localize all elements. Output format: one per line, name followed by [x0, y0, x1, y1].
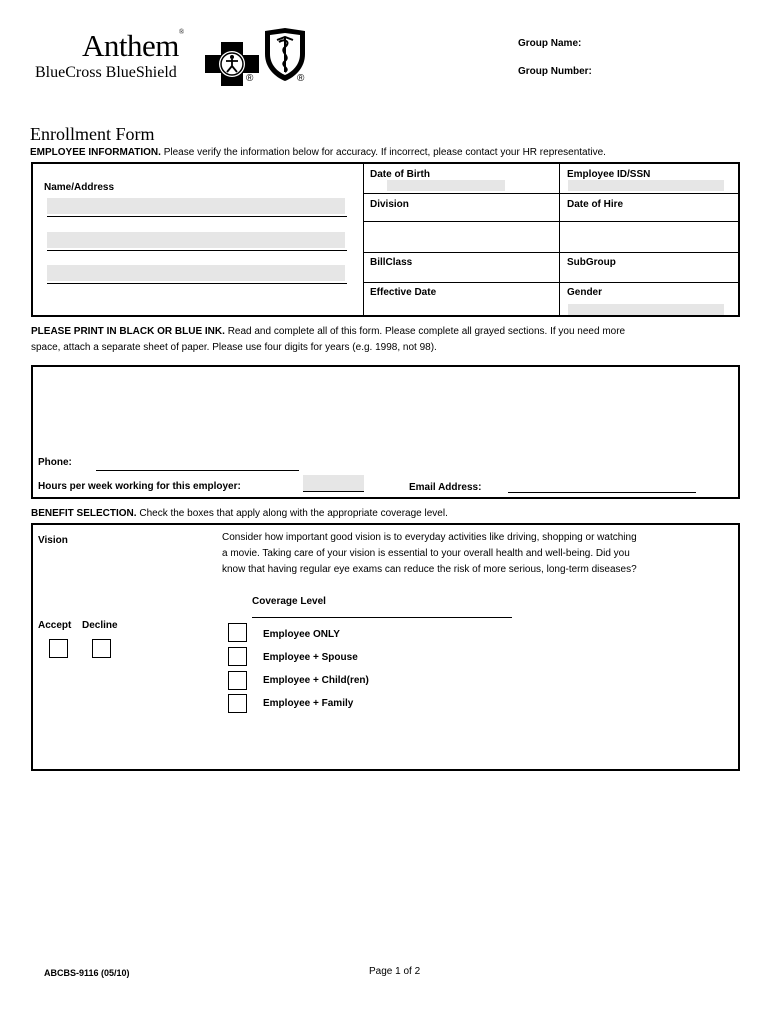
- decline-label: Decline: [82, 620, 118, 631]
- benefit-box: [31, 523, 740, 771]
- decline-checkbox[interactable]: [92, 639, 111, 658]
- name-address-field-3[interactable]: [47, 265, 345, 281]
- hours-label: Hours per week working for this employer:: [38, 481, 241, 492]
- employee-info-box: [31, 162, 740, 317]
- billclass-label: BillClass: [370, 257, 413, 268]
- employee-family-checkbox[interactable]: [228, 694, 247, 713]
- accept-label: Accept: [38, 620, 72, 631]
- page-number: Page 1 of 2: [369, 966, 421, 977]
- date-of-birth-field[interactable]: [387, 180, 505, 191]
- benefit-selection-instruction: BENEFIT SELECTION. Check the boxes that apply along with the appropriate coverage level.: [31, 508, 448, 519]
- print-notice-line2: space, attach a separate sheet of paper. Please use four digits for years (e.g. 1998, not 98).: [31, 342, 437, 353]
- group-number-label: Group Number:: [518, 66, 592, 77]
- group-name-label: Group Name:: [518, 38, 582, 49]
- employee-spouse-label: Employee + Spouse: [263, 652, 358, 663]
- employee-spouse-checkbox[interactable]: [228, 647, 247, 666]
- gender-field[interactable]: [568, 304, 724, 315]
- gender-label: Gender: [567, 287, 603, 298]
- employee-family-label: Employee + Family: [263, 698, 354, 709]
- employee-id-label: Employee ID/SSN: [567, 169, 651, 180]
- name-address-label: Name/Address: [44, 182, 115, 193]
- hours-field[interactable]: [303, 475, 364, 492]
- contact-box: [31, 365, 740, 499]
- anthem-logo-text: Anthem®: [82, 28, 184, 63]
- form-title: Enrollment Form: [30, 124, 155, 144]
- date-of-birth-label: Date of Birth: [370, 169, 430, 180]
- coverage-level-label: Coverage Level: [252, 596, 326, 607]
- phone-label: Phone:: [38, 457, 72, 468]
- name-address-field-1[interactable]: [47, 198, 345, 214]
- effective-date-label: Effective Date: [370, 287, 437, 298]
- form-code: ABCBS-9116 (05/10): [44, 968, 130, 978]
- accept-checkbox[interactable]: [49, 639, 68, 658]
- email-label: Email Address:: [409, 482, 482, 493]
- employee-children-label: Employee + Child(ren): [263, 675, 369, 686]
- subgroup-label: SubGroup: [567, 257, 616, 268]
- division-label: Division: [370, 199, 409, 210]
- email-field[interactable]: [508, 492, 696, 493]
- bcbs-logo-text: BlueCross BlueShield: [35, 64, 177, 81]
- employee-only-checkbox[interactable]: [228, 623, 247, 642]
- vision-description: Consider how important good vision is to everyday activities like driving, shopping or watching a movie. Taking care of your vision is essential to your overall health and well-being. Did you know that having regular eye exams can reduce the risk of more serious, long-term diseases?: [222, 532, 637, 575]
- phone-field[interactable]: [96, 470, 299, 471]
- employee-info-instruction: EMPLOYEE INFORMATION. Please verify the information below for accuracy. If incorrect, please contact your HR representative.: [30, 147, 606, 158]
- vision-label: Vision: [38, 535, 68, 546]
- print-notice: PLEASE PRINT IN BLACK OR BLUE INK. Read and complete all of this form. Please complete all grayed sections. If you need more: [31, 326, 626, 337]
- date-of-hire-label: Date of Hire: [567, 199, 624, 210]
- employee-children-checkbox[interactable]: [228, 671, 247, 690]
- employee-only-label: Employee ONLY: [263, 629, 340, 640]
- employee-id-field[interactable]: [568, 180, 724, 191]
- name-address-field-2[interactable]: [47, 232, 345, 248]
